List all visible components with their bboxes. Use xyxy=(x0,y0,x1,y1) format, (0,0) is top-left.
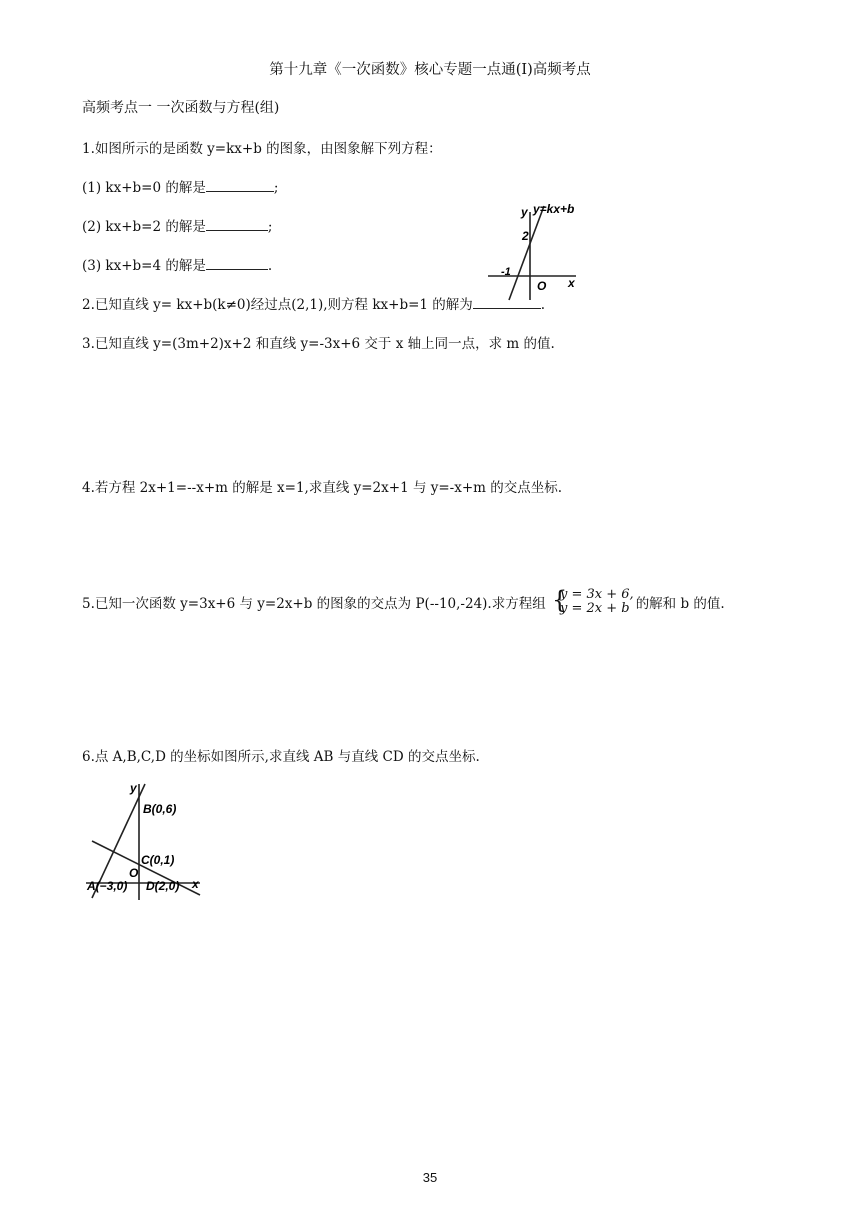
q5-text: 5.已知一次函数 y=3x+6 与 y=2x+b 的图象的交点为 P(--10,-24).求方程组 xyxy=(82,596,546,612)
q2-end: . xyxy=(540,297,546,313)
q1-sub1-text: (1) kx+b=0 的解是 xyxy=(82,180,206,196)
q1-sub1-end: ; xyxy=(273,180,279,196)
y-axis-label: y xyxy=(130,781,137,795)
x-axis-label: x xyxy=(192,877,199,891)
point-c-label: C(0,1) xyxy=(141,853,175,867)
answer-blank xyxy=(206,255,268,270)
point-d-label: D(2,0) xyxy=(146,879,180,893)
q3-text: 3.已知直线 y=(3m+2)x+2 和直线 y=-3x+6 交于 x 轴上同一点，求 m 的值. xyxy=(82,336,555,352)
answer-blank xyxy=(206,216,268,231)
y-axis-label: y xyxy=(521,205,528,219)
page-title: 第十九章《一次函数》核心专题一点通(Ⅰ)高频考点 xyxy=(269,62,591,78)
q1-graph-figure xyxy=(484,198,584,302)
section-title: 高频考点一 一次函数与方程(组) xyxy=(82,100,280,116)
q1-sub3 xyxy=(82,254,272,274)
y-tick-label: 2 xyxy=(522,229,529,243)
point-a-label: A(−3,0) xyxy=(87,879,128,893)
answer-blank xyxy=(206,177,274,192)
x-tick-label: -1 xyxy=(501,266,511,278)
origin-label: O xyxy=(129,866,139,880)
brace-glyph: { xyxy=(552,586,568,614)
equation-2: y = 2x + b xyxy=(560,601,630,616)
origin-label: O xyxy=(537,279,547,293)
q1-sub3-text: (3) kx+b=4 的解是 xyxy=(82,258,206,274)
equation-1: y = 3x + 6, xyxy=(560,587,634,602)
q1-sub2 xyxy=(82,215,272,235)
q6-graph-figure xyxy=(82,778,214,902)
page-number: 35 xyxy=(422,1170,438,1185)
point-b-label: B(0,6) xyxy=(143,802,177,816)
answer-blank xyxy=(473,294,541,309)
x-axis-label: x xyxy=(568,276,575,290)
function-label: y=kx+b xyxy=(533,202,575,216)
q5-end: 的解和 b 的值. xyxy=(635,596,725,612)
q2 xyxy=(82,293,545,313)
q1-sub3-end: . xyxy=(267,258,273,274)
q5 xyxy=(82,588,725,616)
q6-text: 6.点 A,B,C,D 的坐标如图所示,求直线 AB 与直线 CD 的交点坐标. xyxy=(82,749,480,765)
equation-system xyxy=(552,588,634,616)
q1-sub2-text: (2) kx+b=2 的解是 xyxy=(82,219,206,235)
q1-sub2-end: ; xyxy=(267,219,273,235)
q4-text: 4.若方程 2x+1=--x+m 的解是 x=1,求直线 y=2x+1 与 y=-x+m 的交点坐标. xyxy=(82,480,563,496)
q1-stem: 1.如图所示的是函数 y=kx+b 的图象，由图象解下列方程： xyxy=(82,141,442,157)
q1-sub1 xyxy=(82,176,278,196)
q2-text: 2.已知直线 y= kx+b(k≠0)经过点(2,1),则方程 kx+b=1 的解为 xyxy=(82,297,473,313)
